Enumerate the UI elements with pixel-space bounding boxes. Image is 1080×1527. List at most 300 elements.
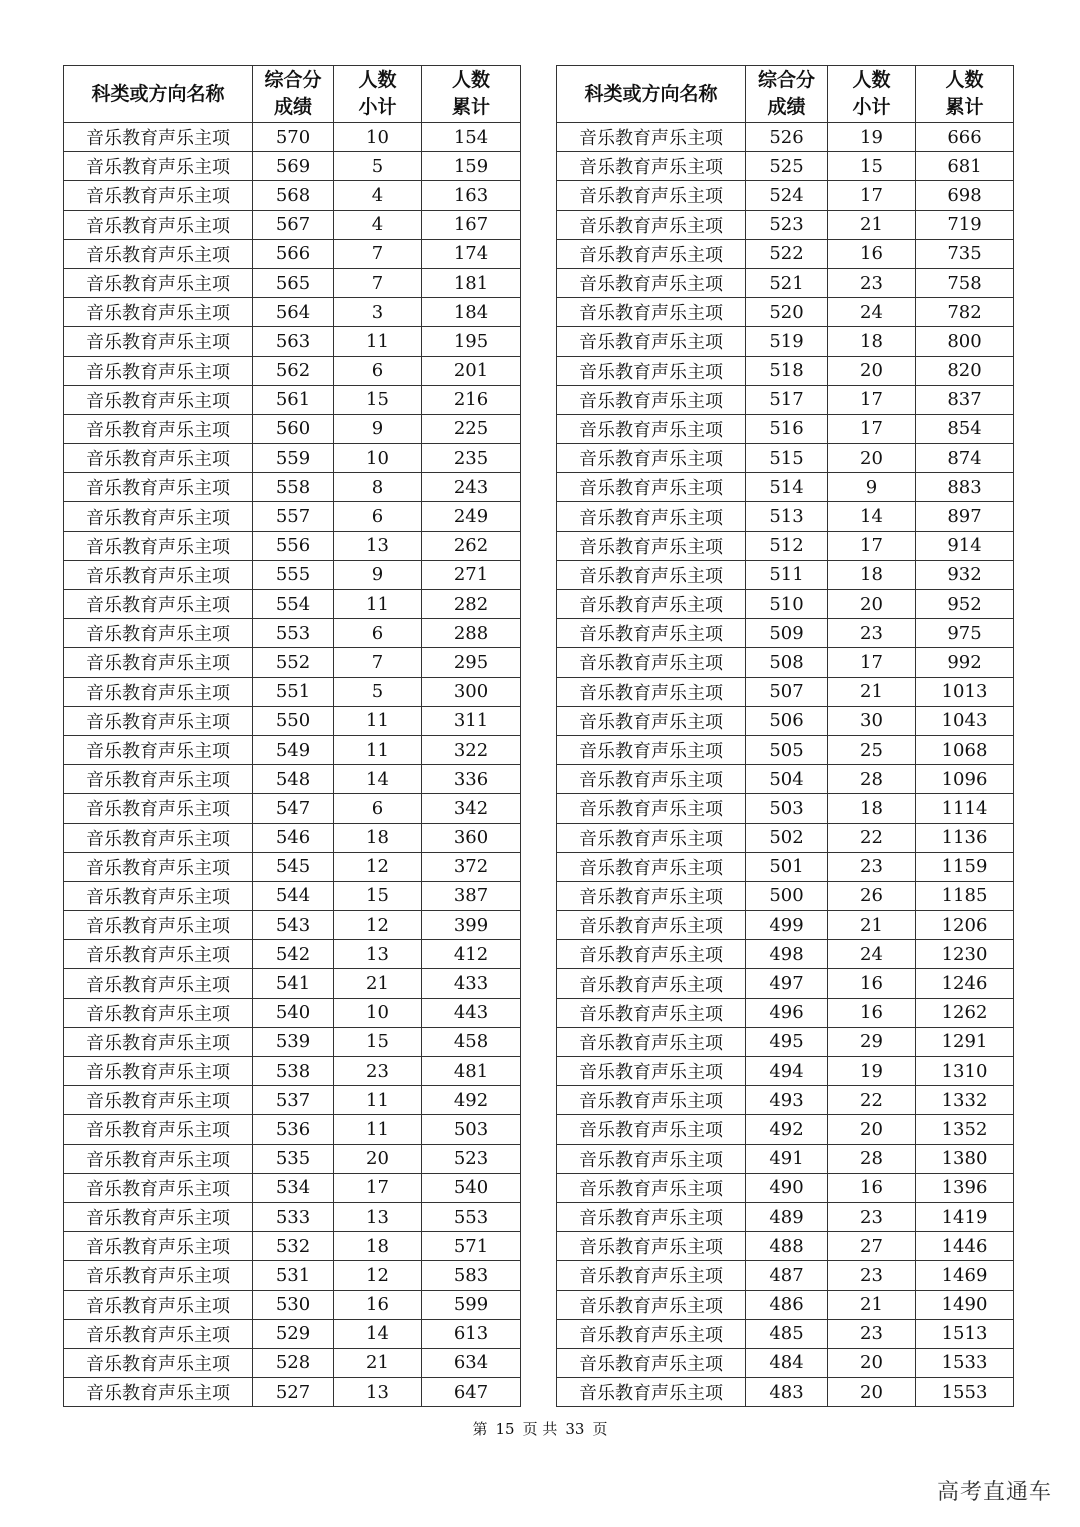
cell-cumulative: 599: [422, 1290, 521, 1319]
cell-category: 音乐教育声乐主项: [64, 1173, 253, 1202]
cell-category: 音乐教育声乐主项: [557, 590, 746, 619]
cell-cumulative: 262: [422, 531, 521, 560]
cell-count: 16: [828, 998, 916, 1027]
cell-category: 音乐教育声乐主项: [557, 881, 746, 910]
cell-cumulative: 1553: [916, 1378, 1014, 1407]
cell-score: 513: [746, 502, 828, 531]
cell-cumulative: 932: [916, 560, 1014, 589]
cell-category: 音乐教育声乐主项: [64, 794, 253, 823]
cell-cumulative: 634: [422, 1348, 521, 1377]
cell-cumulative: 883: [916, 473, 1014, 502]
cell-count: 16: [334, 1290, 422, 1319]
cell-count: 26: [828, 881, 916, 910]
cell-category: 音乐教育声乐主项: [64, 1027, 253, 1056]
cell-score: 549: [253, 735, 334, 764]
cell-score: 561: [253, 385, 334, 414]
table-row: [557, 794, 1014, 823]
cell-count: 11: [334, 1086, 422, 1115]
table-row: [557, 1027, 1014, 1056]
cell-score: 508: [746, 648, 828, 677]
cell-score: 522: [746, 239, 828, 268]
cell-cumulative: 1332: [916, 1086, 1014, 1115]
cell-score: 536: [253, 1115, 334, 1144]
cell-score: 543: [253, 911, 334, 940]
cell-category: 音乐教育声乐主项: [557, 268, 746, 297]
cell-cumulative: 975: [916, 619, 1014, 648]
cell-category: 音乐教育声乐主项: [64, 590, 253, 619]
cell-cumulative: 1513: [916, 1319, 1014, 1348]
cell-count: 20: [828, 590, 916, 619]
cell-score: 514: [746, 473, 828, 502]
cell-category: 音乐教育声乐主项: [557, 531, 746, 560]
cell-category: 音乐教育声乐主项: [64, 327, 253, 356]
table-row: [557, 444, 1014, 473]
cell-cumulative: 154: [422, 123, 521, 152]
cell-score: 515: [746, 444, 828, 473]
cell-cumulative: 300: [422, 677, 521, 706]
cell-score: 501: [746, 852, 828, 881]
cell-score: 552: [253, 648, 334, 677]
cell-count: 12: [334, 852, 422, 881]
table-row: [557, 327, 1014, 356]
header-score: 综合分 成绩: [253, 66, 334, 123]
cell-count: 9: [828, 473, 916, 502]
cell-category: 音乐教育声乐主项: [64, 765, 253, 794]
cell-count: 20: [334, 1144, 422, 1173]
table-row: [557, 385, 1014, 414]
table-header-row: [64, 66, 521, 123]
cell-category: 音乐教育声乐主项: [64, 1378, 253, 1407]
table-row: [557, 823, 1014, 852]
cell-category: 音乐教育声乐主项: [64, 268, 253, 297]
cell-category: 音乐教育声乐主项: [64, 123, 253, 152]
table-row: [557, 1173, 1014, 1202]
cell-cumulative: 195: [422, 327, 521, 356]
cell-category: 音乐教育声乐主项: [557, 356, 746, 385]
table-row: [64, 1378, 521, 1407]
cell-count: 7: [334, 648, 422, 677]
cell-count: 11: [334, 590, 422, 619]
cell-category: 音乐教育声乐主项: [557, 502, 746, 531]
table-row: [64, 1319, 521, 1348]
cell-count: 23: [828, 1261, 916, 1290]
cell-score: 499: [746, 911, 828, 940]
cell-category: 音乐教育声乐主项: [64, 969, 253, 998]
table-row: [64, 181, 521, 210]
cell-cumulative: 681: [916, 152, 1014, 181]
cell-score: 554: [253, 590, 334, 619]
cell-count: 17: [828, 385, 916, 414]
cell-cumulative: 1291: [916, 1027, 1014, 1056]
cell-category: 音乐教育声乐主项: [64, 706, 253, 735]
cell-score: 559: [253, 444, 334, 473]
cell-cumulative: 523: [422, 1144, 521, 1173]
cell-score: 524: [746, 181, 828, 210]
cell-score: 538: [253, 1057, 334, 1086]
table-row: [557, 852, 1014, 881]
cell-category: 音乐教育声乐主项: [64, 356, 253, 385]
cell-category: 音乐教育声乐主项: [557, 385, 746, 414]
cell-count: 16: [828, 1173, 916, 1202]
table-row: [557, 1115, 1014, 1144]
cell-count: 19: [828, 1057, 916, 1086]
cell-score: 529: [253, 1319, 334, 1348]
cell-category: 音乐教育声乐主项: [557, 327, 746, 356]
cell-category: 音乐教育声乐主项: [557, 969, 746, 998]
table-row: [64, 1173, 521, 1202]
cell-cumulative: 1352: [916, 1115, 1014, 1144]
cell-cumulative: 412: [422, 940, 521, 969]
cell-score: 510: [746, 590, 828, 619]
table-row: [557, 619, 1014, 648]
cell-score: 487: [746, 1261, 828, 1290]
footer-prefix: 第: [472, 1420, 488, 1438]
cell-category: 音乐教育声乐主项: [64, 1348, 253, 1377]
table-row: [64, 677, 521, 706]
table-row: [557, 473, 1014, 502]
cell-category: 音乐教育声乐主项: [64, 940, 253, 969]
table-row: [557, 560, 1014, 589]
table-row: [64, 414, 521, 443]
table-row: [64, 1057, 521, 1086]
cell-count: 6: [334, 794, 422, 823]
cell-score: 495: [746, 1027, 828, 1056]
cell-category: 音乐教育声乐主项: [557, 1378, 746, 1407]
cell-cumulative: 854: [916, 414, 1014, 443]
table-row: [64, 911, 521, 940]
table-row: [64, 502, 521, 531]
cell-cumulative: 295: [422, 648, 521, 677]
cell-score: 521: [746, 268, 828, 297]
cell-count: 23: [828, 1202, 916, 1231]
table-row: [557, 1232, 1014, 1261]
table-row: [557, 1086, 1014, 1115]
table-row: [64, 998, 521, 1027]
cell-count: 18: [334, 823, 422, 852]
cell-cumulative: 1043: [916, 706, 1014, 735]
cell-score: 503: [746, 794, 828, 823]
cell-category: 音乐教育声乐主项: [557, 1115, 746, 1144]
cell-category: 音乐教育声乐主项: [557, 1348, 746, 1377]
cell-count: 23: [828, 619, 916, 648]
table-header-row: [557, 66, 1014, 123]
cell-count: 15: [334, 881, 422, 910]
cell-category: 音乐教育声乐主项: [64, 1261, 253, 1290]
cell-score: 512: [746, 531, 828, 560]
cell-score: 494: [746, 1057, 828, 1086]
cell-score: 497: [746, 969, 828, 998]
table-row: [557, 1057, 1014, 1086]
table-row: [557, 123, 1014, 152]
cell-count: 21: [828, 911, 916, 940]
cell-score: 502: [746, 823, 828, 852]
cell-category: 音乐教育声乐主项: [64, 619, 253, 648]
cell-category: 音乐教育声乐主项: [557, 473, 746, 502]
table-row: [557, 940, 1014, 969]
cell-score: 518: [746, 356, 828, 385]
cell-score: 560: [253, 414, 334, 443]
table-row: [64, 1202, 521, 1231]
cell-count: 12: [334, 911, 422, 940]
cell-category: 音乐教育声乐主项: [64, 239, 253, 268]
cell-count: 16: [828, 239, 916, 268]
cell-cumulative: 666: [916, 123, 1014, 152]
cell-cumulative: 1533: [916, 1348, 1014, 1377]
table-row: [557, 210, 1014, 239]
cell-cumulative: 492: [422, 1086, 521, 1115]
cell-count: 5: [334, 677, 422, 706]
cell-cumulative: 271: [422, 560, 521, 589]
table-row: [64, 619, 521, 648]
cell-category: 音乐教育声乐主项: [64, 1232, 253, 1261]
cell-score: 498: [746, 940, 828, 969]
cell-category: 音乐教育声乐主项: [557, 1261, 746, 1290]
cell-cumulative: 167: [422, 210, 521, 239]
cell-category: 音乐教育声乐主项: [557, 1290, 746, 1319]
cell-count: 17: [828, 181, 916, 210]
cell-cumulative: 360: [422, 823, 521, 852]
cell-score: 551: [253, 677, 334, 706]
cell-cumulative: 897: [916, 502, 1014, 531]
cell-category: 音乐教育声乐主项: [64, 648, 253, 677]
cell-category: 音乐教育声乐主项: [557, 794, 746, 823]
cell-count: 5: [334, 152, 422, 181]
table-row: [64, 735, 521, 764]
cell-score: 550: [253, 706, 334, 735]
cell-count: 20: [828, 1378, 916, 1407]
footer-page-number: 15: [495, 1420, 515, 1438]
cell-score: 558: [253, 473, 334, 502]
header-cumulative: 人数 累计: [916, 66, 1014, 123]
table-row: [557, 735, 1014, 764]
cell-count: 20: [828, 356, 916, 385]
cell-category: 音乐教育声乐主项: [557, 1202, 746, 1231]
cell-cumulative: 216: [422, 385, 521, 414]
cell-category: 音乐教育声乐主项: [557, 560, 746, 589]
cell-score: 488: [746, 1232, 828, 1261]
cell-score: 526: [746, 123, 828, 152]
cell-category: 音乐教育声乐主项: [557, 1057, 746, 1086]
cell-score: 545: [253, 852, 334, 881]
table-row: [64, 706, 521, 735]
cell-count: 21: [334, 1348, 422, 1377]
cell-category: 音乐教育声乐主项: [64, 881, 253, 910]
page-footer: [0, 1418, 1080, 1439]
cell-score: 527: [253, 1378, 334, 1407]
table-row: [64, 852, 521, 881]
table-row: [557, 677, 1014, 706]
cell-count: 20: [828, 1115, 916, 1144]
cell-count: 18: [828, 560, 916, 589]
table-row: [64, 531, 521, 560]
cell-score: 544: [253, 881, 334, 910]
cell-cumulative: 1246: [916, 969, 1014, 998]
cell-score: 528: [253, 1348, 334, 1377]
cell-count: 13: [334, 1378, 422, 1407]
cell-count: 20: [828, 444, 916, 473]
cell-score: 547: [253, 794, 334, 823]
table-row: [557, 1319, 1014, 1348]
cell-category: 音乐教育声乐主项: [64, 560, 253, 589]
cell-cumulative: 583: [422, 1261, 521, 1290]
cell-cumulative: 800: [916, 327, 1014, 356]
cell-cumulative: 311: [422, 706, 521, 735]
cell-score: 546: [253, 823, 334, 852]
cell-score: 570: [253, 123, 334, 152]
cell-category: 音乐教育声乐主项: [64, 1115, 253, 1144]
cell-cumulative: 282: [422, 590, 521, 619]
footer-total-pages: 33: [565, 1420, 585, 1438]
cell-score: 489: [746, 1202, 828, 1231]
cell-score: 555: [253, 560, 334, 589]
table-row: [64, 123, 521, 152]
cell-count: 17: [828, 414, 916, 443]
cell-cumulative: 1419: [916, 1202, 1014, 1231]
cell-category: 音乐教育声乐主项: [64, 677, 253, 706]
table-row: [557, 268, 1014, 297]
footer-suffix: 页: [592, 1420, 608, 1438]
cell-category: 音乐教育声乐主项: [557, 998, 746, 1027]
table-row: [557, 911, 1014, 940]
table-row: [64, 444, 521, 473]
cell-cumulative: 387: [422, 881, 521, 910]
cell-category: 音乐教育声乐主项: [64, 1290, 253, 1319]
cell-cumulative: 201: [422, 356, 521, 385]
cell-cumulative: 1262: [916, 998, 1014, 1027]
cell-cumulative: 613: [422, 1319, 521, 1348]
table-row: [64, 1144, 521, 1173]
cell-count: 7: [334, 268, 422, 297]
cell-cumulative: 503: [422, 1115, 521, 1144]
cell-category: 音乐教育声乐主项: [557, 706, 746, 735]
cell-score: 509: [746, 619, 828, 648]
cell-count: 11: [334, 735, 422, 764]
cell-score: 507: [746, 677, 828, 706]
cell-category: 音乐教育声乐主项: [557, 823, 746, 852]
cell-cumulative: 159: [422, 152, 521, 181]
cell-category: 音乐教育声乐主项: [64, 823, 253, 852]
cell-count: 6: [334, 356, 422, 385]
cell-category: 音乐教育声乐主项: [64, 1202, 253, 1231]
cell-cumulative: 481: [422, 1057, 521, 1086]
cell-count: 4: [334, 181, 422, 210]
cell-cumulative: 553: [422, 1202, 521, 1231]
cell-score: 491: [746, 1144, 828, 1173]
table-row: [64, 1115, 521, 1144]
cell-cumulative: 342: [422, 794, 521, 823]
cell-score: 569: [253, 152, 334, 181]
header-name: 科类或方向名称: [64, 66, 253, 123]
cell-score: 556: [253, 531, 334, 560]
cell-count: 16: [828, 969, 916, 998]
table-row: [557, 502, 1014, 531]
cell-count: 28: [828, 1144, 916, 1173]
table-row: [64, 268, 521, 297]
cell-score: 568: [253, 181, 334, 210]
table-row: [557, 239, 1014, 268]
table-row: [64, 239, 521, 268]
cell-category: 音乐教育声乐主项: [64, 385, 253, 414]
table-row: [557, 414, 1014, 443]
table-row: [64, 590, 521, 619]
cell-count: 23: [828, 268, 916, 297]
cell-count: 3: [334, 298, 422, 327]
cell-category: 音乐教育声乐主项: [64, 210, 253, 239]
cell-count: 21: [828, 210, 916, 239]
cell-count: 21: [828, 677, 916, 706]
cell-category: 音乐教育声乐主项: [557, 1232, 746, 1261]
table-row: [64, 1027, 521, 1056]
cell-count: 14: [334, 765, 422, 794]
cell-cumulative: 1446: [916, 1232, 1014, 1261]
table-row: [557, 1261, 1014, 1290]
cell-count: 21: [828, 1290, 916, 1319]
cell-category: 音乐教育声乐主项: [557, 852, 746, 881]
cell-category: 音乐教育声乐主项: [64, 444, 253, 473]
cell-cumulative: 1185: [916, 881, 1014, 910]
cell-score: 548: [253, 765, 334, 794]
cell-score: 504: [746, 765, 828, 794]
cell-score: 506: [746, 706, 828, 735]
table-row: [557, 1348, 1014, 1377]
cell-score: 567: [253, 210, 334, 239]
cell-count: 13: [334, 1202, 422, 1231]
cell-count: 11: [334, 327, 422, 356]
cell-score: 516: [746, 414, 828, 443]
cell-cumulative: 399: [422, 911, 521, 940]
cell-cumulative: 249: [422, 502, 521, 531]
cell-cumulative: 174: [422, 239, 521, 268]
cell-category: 音乐教育声乐主项: [64, 1086, 253, 1115]
cell-score: 540: [253, 998, 334, 1027]
cell-cumulative: 225: [422, 414, 521, 443]
cell-score: 490: [746, 1173, 828, 1202]
table-row: [557, 1290, 1014, 1319]
table-row: [64, 1232, 521, 1261]
cell-score: 520: [746, 298, 828, 327]
table-row: [64, 648, 521, 677]
cell-count: 15: [334, 1027, 422, 1056]
cell-cumulative: 443: [422, 998, 521, 1027]
cell-category: 音乐教育声乐主项: [557, 735, 746, 764]
table-row: [64, 1086, 521, 1115]
cell-score: 532: [253, 1232, 334, 1261]
cell-cumulative: 1114: [916, 794, 1014, 823]
cell-count: 23: [828, 1319, 916, 1348]
cell-count: 28: [828, 765, 916, 794]
cell-category: 音乐教育声乐主项: [64, 414, 253, 443]
cell-cumulative: 1380: [916, 1144, 1014, 1173]
cell-count: 6: [334, 619, 422, 648]
cell-cumulative: 1068: [916, 735, 1014, 764]
cell-cumulative: 322: [422, 735, 521, 764]
cell-count: 18: [334, 1232, 422, 1261]
cell-count: 15: [828, 152, 916, 181]
cell-category: 音乐教育声乐主项: [64, 1144, 253, 1173]
table-row: [64, 881, 521, 910]
cell-category: 音乐教育声乐主项: [557, 765, 746, 794]
cell-cumulative: 184: [422, 298, 521, 327]
cell-category: 音乐教育声乐主项: [557, 911, 746, 940]
cell-cumulative: 288: [422, 619, 521, 648]
cell-count: 11: [334, 1115, 422, 1144]
cell-category: 音乐教育声乐主项: [557, 152, 746, 181]
table-row: [557, 998, 1014, 1027]
footer-mid: 页 共: [522, 1420, 558, 1438]
cell-category: 音乐教育声乐主项: [557, 1027, 746, 1056]
cell-category: 音乐教育声乐主项: [557, 298, 746, 327]
cell-count: 18: [828, 327, 916, 356]
